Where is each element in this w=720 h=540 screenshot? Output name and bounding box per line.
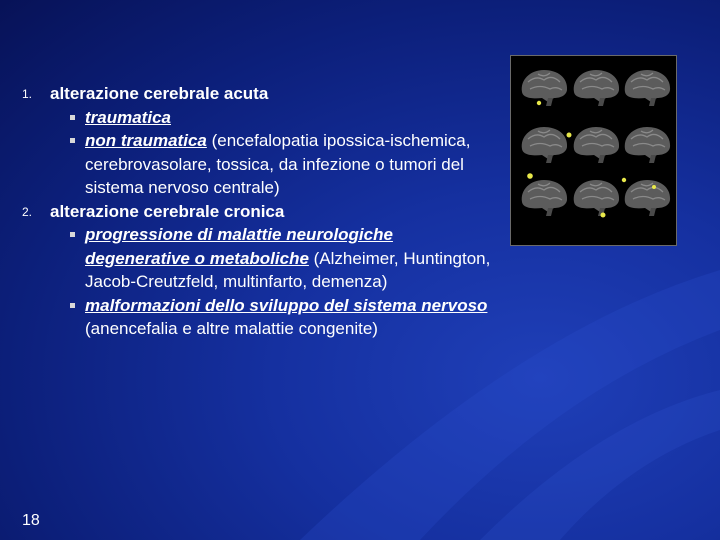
sub-item-detail: (anencefalia e altre malattie congenite) — [85, 319, 378, 338]
item-heading: alterazione cerebrale acuta — [50, 84, 269, 103]
sub-item-term: non traumatica — [85, 131, 207, 150]
square-bullet-icon — [70, 115, 75, 120]
sub-item — [22, 294, 492, 341]
sub-item — [22, 129, 492, 200]
list-item-1 — [22, 82, 492, 106]
sub-item — [22, 106, 492, 130]
sub-item-term: malformazioni dello sviluppo del sistema nervoso — [85, 295, 488, 315]
slide-content — [22, 82, 492, 341]
sub-item-detail: (Alzheimer, Huntington, Jacob-Creutzfeld, multinfarto, demenza) — [85, 248, 491, 291]
brain-mri-scans-icon — [511, 56, 676, 245]
square-bullet-icon — [70, 232, 75, 237]
sub-item-term: traumatica — [85, 107, 171, 127]
item-number: 2. — [22, 204, 33, 219]
brain-mri-scans-image — [510, 55, 677, 246]
page-number: 18 — [22, 512, 40, 529]
item-heading: alterazione cerebrale cronica — [50, 201, 285, 221]
list-item-2 — [22, 200, 492, 224]
square-bullet-icon — [70, 303, 75, 308]
item-number: 1. — [22, 87, 33, 101]
sub-item — [22, 223, 492, 294]
sub-item-term: progressione di malattie neurologiche degenerative o metaboliche — [85, 225, 393, 268]
square-bullet-icon — [70, 138, 75, 143]
sub-item-detail: (encefalopatia ipossica-ischemica, cerebrovasolare, tossica, da infezione o tumori del sistema nervoso centrale) — [85, 131, 471, 197]
